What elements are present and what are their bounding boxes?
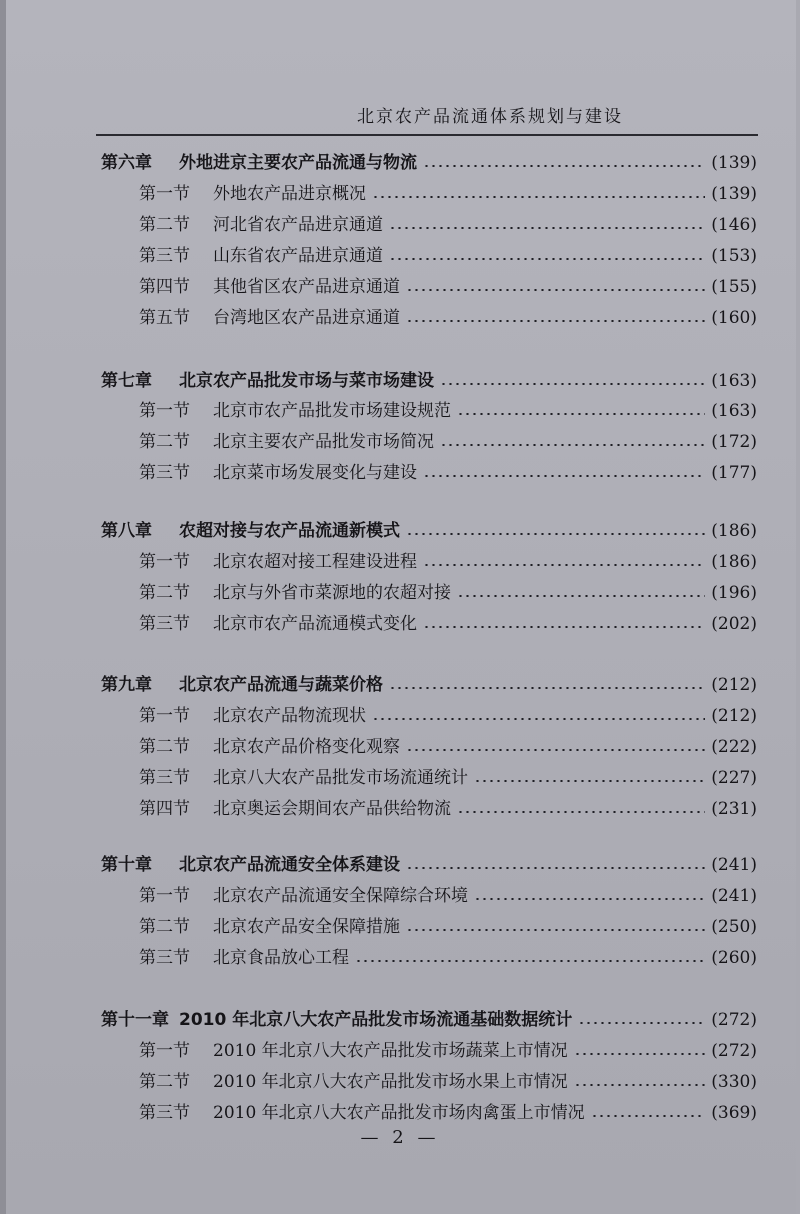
section-number: 第四节 bbox=[139, 799, 190, 819]
page-reference: (272) bbox=[711, 1010, 757, 1030]
toc-section-entry bbox=[139, 212, 757, 238]
dot-leader bbox=[355, 960, 705, 962]
section-title: 山东省农产品进京通道 bbox=[213, 246, 383, 266]
page-reference: (172) bbox=[711, 432, 757, 452]
header-title: 北京农产品流通体系规划与建设 bbox=[357, 107, 623, 127]
chapter-title: 北京农产品流通与蔬菜价格 bbox=[179, 675, 383, 695]
entry-label bbox=[101, 672, 383, 698]
section-number: 第三节 bbox=[139, 614, 190, 634]
entry-label bbox=[139, 703, 366, 729]
section-number: 第二节 bbox=[139, 737, 190, 757]
chapter-number: 第七章 bbox=[101, 371, 152, 391]
page-reference: (369) bbox=[711, 1103, 757, 1123]
entry-label bbox=[101, 150, 417, 176]
section-number: 第一节 bbox=[139, 401, 190, 421]
toc-chapter-entry bbox=[101, 1007, 757, 1033]
dot-leader bbox=[423, 564, 705, 566]
chapter-number: 第十章 bbox=[101, 855, 152, 875]
section-title: 北京农产品流通安全保障综合环境 bbox=[213, 886, 468, 906]
entry-label bbox=[139, 914, 400, 940]
section-number: 第一节 bbox=[139, 184, 190, 204]
dot-leader bbox=[389, 258, 705, 260]
dot-leader bbox=[372, 718, 705, 720]
section-number: 第五节 bbox=[139, 308, 190, 328]
section-title: 外地农产品进京概况 bbox=[213, 184, 366, 204]
page-reference: (146) bbox=[711, 215, 757, 235]
section-title: 北京农超对接工程建设进程 bbox=[213, 552, 417, 572]
chapter-title: 外地进京主要农产品流通与物流 bbox=[179, 153, 417, 173]
dot-leader bbox=[389, 227, 705, 229]
entry-label bbox=[139, 1100, 585, 1126]
section-title: 北京与外省市菜源地的农超对接 bbox=[213, 583, 451, 603]
page-reference: (212) bbox=[711, 706, 757, 726]
page-reference: (163) bbox=[711, 371, 757, 391]
dot-leader bbox=[574, 1084, 706, 1086]
entry-label bbox=[139, 460, 417, 486]
dot-leader bbox=[457, 811, 705, 813]
chapter-title: 2010 年北京八大农产品批发市场流通基础数据统计 bbox=[179, 1010, 573, 1030]
page-reference: (155) bbox=[711, 277, 757, 297]
section-title: 北京八大农产品批发市场流通统计 bbox=[213, 768, 468, 788]
page-reference: (260) bbox=[711, 948, 757, 968]
page-reference: (330) bbox=[711, 1072, 757, 1092]
page-reference: (212) bbox=[711, 675, 757, 695]
section-number: 第一节 bbox=[139, 706, 190, 726]
section-title: 北京食品放心工程 bbox=[213, 948, 349, 968]
entry-label bbox=[139, 734, 400, 760]
entry-label bbox=[139, 883, 468, 909]
toc-section-entry bbox=[139, 883, 757, 909]
section-title: 河北省农产品进京通道 bbox=[213, 215, 383, 235]
page-reference: (231) bbox=[711, 799, 757, 819]
page-reference: (177) bbox=[711, 463, 757, 483]
section-title: 北京农产品安全保障措施 bbox=[213, 917, 400, 937]
dot-leader bbox=[389, 687, 705, 689]
entry-label bbox=[139, 580, 451, 606]
toc-section-entry bbox=[139, 734, 757, 760]
toc-section-entry bbox=[139, 398, 757, 424]
section-number: 第二节 bbox=[139, 432, 190, 452]
entry-label bbox=[139, 429, 434, 455]
entry-label bbox=[139, 305, 400, 331]
dot-leader bbox=[591, 1115, 706, 1117]
section-number: 第三节 bbox=[139, 948, 190, 968]
section-title: 2010 年北京八大农产品批发市场水果上市情况 bbox=[213, 1072, 568, 1092]
entry-label bbox=[101, 518, 400, 544]
dot-leader bbox=[406, 533, 705, 535]
section-number: 第三节 bbox=[139, 1103, 190, 1123]
dot-leader bbox=[372, 196, 705, 198]
dot-leader bbox=[474, 780, 705, 782]
dot-leader bbox=[457, 413, 705, 415]
dot-leader bbox=[406, 749, 705, 751]
entry-label bbox=[139, 212, 383, 238]
toc-section-entry bbox=[139, 796, 757, 822]
toc-section-entry bbox=[139, 274, 757, 300]
toc-chapter-entry bbox=[101, 852, 757, 878]
dot-leader bbox=[440, 444, 705, 446]
dot-leader bbox=[406, 929, 705, 931]
dot-leader bbox=[440, 383, 705, 385]
page-reference: (250) bbox=[711, 917, 757, 937]
toc-section-entry bbox=[139, 611, 757, 637]
dot-leader bbox=[423, 165, 705, 167]
toc-section-entry bbox=[139, 243, 757, 269]
toc-section-entry bbox=[139, 914, 757, 940]
toc-chapter-entry bbox=[101, 518, 757, 544]
page-reference: (153) bbox=[711, 246, 757, 266]
section-title: 北京主要农产品批发市场简况 bbox=[213, 432, 434, 452]
page-reference: (139) bbox=[711, 184, 757, 204]
entry-label bbox=[101, 368, 434, 394]
chapter-title: 北京农产品批发市场与菜市场建设 bbox=[179, 371, 434, 391]
toc-section-entry bbox=[139, 1069, 757, 1095]
page-reference: (186) bbox=[711, 552, 757, 572]
entry-label bbox=[101, 1007, 572, 1033]
section-number: 第一节 bbox=[139, 552, 190, 572]
entry-label bbox=[139, 243, 383, 269]
entry-label bbox=[139, 1038, 568, 1064]
entry-label bbox=[139, 549, 417, 575]
dot-leader bbox=[406, 289, 705, 291]
dot-leader bbox=[406, 867, 705, 869]
toc-section-entry bbox=[139, 765, 757, 791]
page-reference: (186) bbox=[711, 521, 757, 541]
toc-section-entry bbox=[139, 181, 757, 207]
page-reference: (241) bbox=[711, 886, 757, 906]
dot-leader bbox=[578, 1022, 705, 1024]
section-title: 北京奥运会期间农产品供给物流 bbox=[213, 799, 451, 819]
toc-section-entry bbox=[139, 580, 757, 606]
page-reference: (272) bbox=[711, 1041, 757, 1061]
entry-label bbox=[139, 765, 468, 791]
entry-label bbox=[139, 611, 417, 637]
section-title: 其他省区农产品进京通道 bbox=[213, 277, 400, 297]
page-reference: (227) bbox=[711, 768, 757, 788]
section-title: 2010 年北京八大农产品批发市场肉禽蛋上市情况 bbox=[213, 1103, 585, 1123]
page-reference: (139) bbox=[711, 153, 757, 173]
chapter-title: 农超对接与农产品流通新模式 bbox=[179, 521, 400, 541]
toc-section-entry bbox=[139, 429, 757, 455]
entry-label bbox=[139, 181, 366, 207]
entry-label bbox=[139, 1069, 568, 1095]
entry-label bbox=[139, 274, 400, 300]
toc-chapter-entry bbox=[101, 368, 757, 394]
dot-leader bbox=[474, 898, 705, 900]
entry-label bbox=[139, 398, 451, 424]
toc-section-entry bbox=[139, 305, 757, 331]
toc-chapter-entry bbox=[101, 150, 757, 176]
section-number: 第四节 bbox=[139, 277, 190, 297]
section-number: 第一节 bbox=[139, 886, 190, 906]
page-reference: (241) bbox=[711, 855, 757, 875]
section-number: 第二节 bbox=[139, 1072, 190, 1092]
page-number: — 2 — bbox=[360, 1127, 440, 1148]
toc-section-entry bbox=[139, 945, 757, 971]
section-number: 第三节 bbox=[139, 768, 190, 788]
dot-leader bbox=[423, 626, 705, 628]
page-reference: (163) bbox=[711, 401, 757, 421]
dot-leader bbox=[406, 320, 705, 322]
chapter-number: 第十一章 bbox=[101, 1010, 169, 1030]
toc-section-entry bbox=[139, 1038, 757, 1064]
toc-section-entry bbox=[139, 460, 757, 486]
chapter-number: 第八章 bbox=[101, 521, 152, 541]
dot-leader bbox=[457, 595, 705, 597]
section-number: 第二节 bbox=[139, 215, 190, 235]
dot-leader bbox=[574, 1053, 706, 1055]
chapter-number: 第六章 bbox=[101, 153, 152, 173]
section-number: 第二节 bbox=[139, 583, 190, 603]
toc-chapter-entry bbox=[101, 672, 757, 698]
dot-leader bbox=[423, 475, 705, 477]
entry-label bbox=[101, 852, 400, 878]
section-number: 第二节 bbox=[139, 917, 190, 937]
entry-label bbox=[139, 796, 451, 822]
section-number: 第三节 bbox=[139, 246, 190, 266]
page-reference: (222) bbox=[711, 737, 757, 757]
section-title: 北京农产品价格变化观察 bbox=[213, 737, 400, 757]
section-number: 第一节 bbox=[139, 1041, 190, 1061]
toc-section-entry bbox=[139, 549, 757, 575]
section-title: 北京农产品物流现状 bbox=[213, 706, 366, 726]
page-reference: (202) bbox=[711, 614, 757, 634]
toc-section-entry bbox=[139, 1100, 757, 1126]
chapter-title: 北京农产品流通安全体系建设 bbox=[179, 855, 400, 875]
entry-label bbox=[139, 945, 349, 971]
section-title: 北京菜市场发展变化与建设 bbox=[213, 463, 417, 483]
section-title: 台湾地区农产品进京通道 bbox=[213, 308, 400, 328]
section-number: 第三节 bbox=[139, 463, 190, 483]
chapter-number: 第九章 bbox=[101, 675, 152, 695]
toc-section-entry bbox=[139, 703, 757, 729]
section-title: 北京市农产品流通模式变化 bbox=[213, 614, 417, 634]
page-reference: (160) bbox=[711, 308, 757, 328]
section-title: 2010 年北京八大农产品批发市场蔬菜上市情况 bbox=[213, 1041, 568, 1061]
section-title: 北京市农产品批发市场建设规范 bbox=[213, 401, 451, 421]
page-reference: (196) bbox=[711, 583, 757, 603]
